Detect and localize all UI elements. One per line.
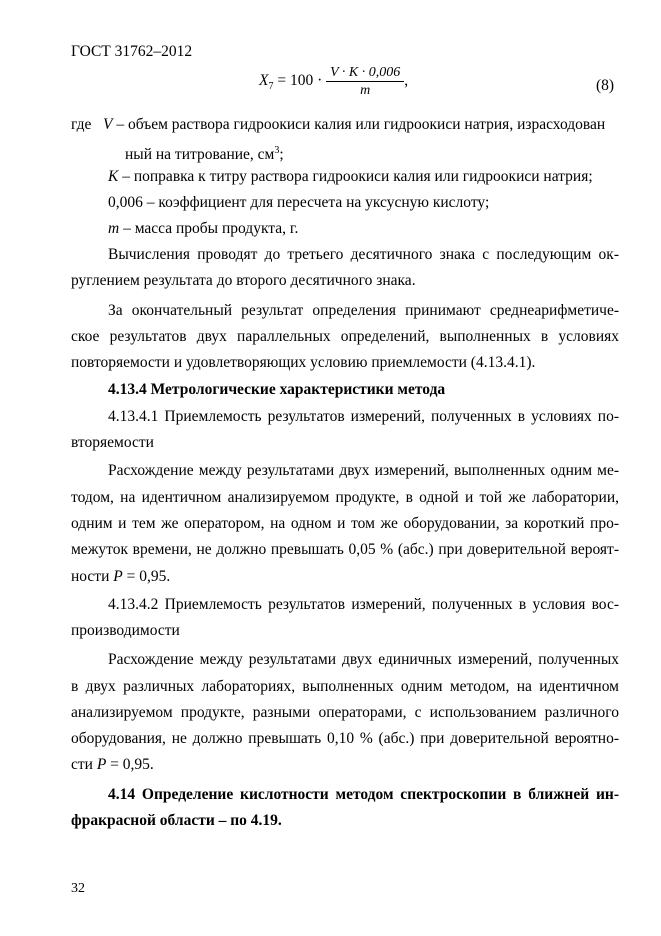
para4-line3: анализируемом продукте, разными операторами, с использованием различного: [71, 704, 619, 721]
def-v-cont-text: ный на титрование, см: [125, 146, 275, 164]
def-coefficient-line: 0,006 – коэффициент для пересчета на уксусную кислоту;: [108, 194, 490, 211]
def-v-text: – объем раствора гидроокиси калия или гидроокиси натрия, израсходован: [112, 116, 606, 133]
para3-line3: одним и тем же оператором, на одном и том же оборудовании, за короткий про-: [71, 515, 619, 532]
def-k-text: – поправка к титру раствора гидроокиси калия или гидроокиси натрия;: [118, 168, 593, 185]
para3-probability-symbol: P: [113, 568, 123, 585]
para3-line1: Расхождение между результатами двух измерений, выполненных одним ме-: [108, 462, 619, 479]
def-v-line: [71, 112, 605, 138]
def-m-line: [108, 216, 298, 242]
def-v-end: ;: [279, 146, 284, 164]
sub2-line1: 4.13.4.2 Приемлемость результатов измерений, полученных в условия вос-: [108, 596, 619, 613]
sub2-line2: производимости: [71, 622, 180, 639]
para2-line2: ское результатов двух параллельных определений, выполненных в условиях: [71, 328, 619, 345]
formula-8: [259, 64, 408, 99]
formula-fraction: [326, 64, 404, 99]
para4-line5: [71, 752, 154, 778]
heading-4-13-4: 4.13.4 Метрологические характеристики метода: [108, 381, 446, 398]
para4-probability-value: = 0,95.: [106, 756, 154, 773]
def-k-line: [108, 164, 593, 190]
formula-trail: ,: [404, 72, 409, 90]
page-number: 32: [71, 881, 85, 896]
para3-line5-text: ности: [71, 568, 114, 585]
def-k-symbol: K: [108, 168, 119, 185]
para4-line2: в двух различных лабораториях, выполненных одним методом, на идентичном: [71, 678, 619, 695]
para2-line3: повторяемости и удовлетворяющих условию приемлемости (4.13.4.1).: [71, 354, 536, 371]
def-v-sup: 3: [274, 145, 280, 156]
para4-line4: оборудования, не должно превышать 0,10 % (абс.) при доверительной вероятно-: [71, 730, 619, 747]
para3-line2: тодом, на идентичном анализируемом продукте, в одной и той же лаборатории,: [71, 489, 619, 506]
formula-number: (8): [596, 77, 615, 94]
def-where: где: [71, 116, 92, 133]
def-m-text: – масса пробы продукта, г.: [119, 220, 299, 237]
sub1-line2: вторяемости: [71, 434, 154, 451]
formula-denominator: m: [360, 83, 371, 98]
para1-line1: Вычисления проводят до третьего десятичного знака с последующим ок-: [108, 246, 619, 263]
sub1-line1: 4.13.4.1 Приемлемость результатов измерений, полученных в условиях по-: [108, 408, 619, 425]
para4-line5-text: сти: [71, 756, 97, 773]
para3-probability-value: = 0,95.: [122, 568, 171, 585]
para2-line1: За окончательный результат определения принимают среднеарифметиче-: [108, 302, 619, 319]
document-code: ГОСТ 31762–2012: [71, 43, 193, 60]
para1-line2: руглением результата до второго десятичного знака.: [71, 272, 416, 289]
formula-lhs-sub: 7: [268, 81, 274, 93]
formula-numerator: V · K · 0,006: [326, 64, 404, 82]
def-v-symbol: V: [102, 116, 113, 133]
formula-factor: = 100 ·: [277, 72, 323, 90]
heading-4-14-line2: фракрасной области – по 4.19.: [71, 812, 282, 829]
para4-line1: Расхождение между результатами двух единичных измерений, полученных: [108, 651, 619, 668]
para3-line4: межуток времени, не должно превышать 0,05 % (абс.) при доверительной вероят-: [71, 541, 619, 558]
heading-4-14-line1: 4.14 Определение кислотности методом спектроскопии в ближней ин-: [108, 786, 619, 803]
formula-lhs-var: X: [259, 72, 269, 90]
para3-line5: [71, 564, 170, 590]
def-m-symbol: m: [108, 220, 120, 237]
para4-probability-symbol: P: [96, 756, 107, 773]
